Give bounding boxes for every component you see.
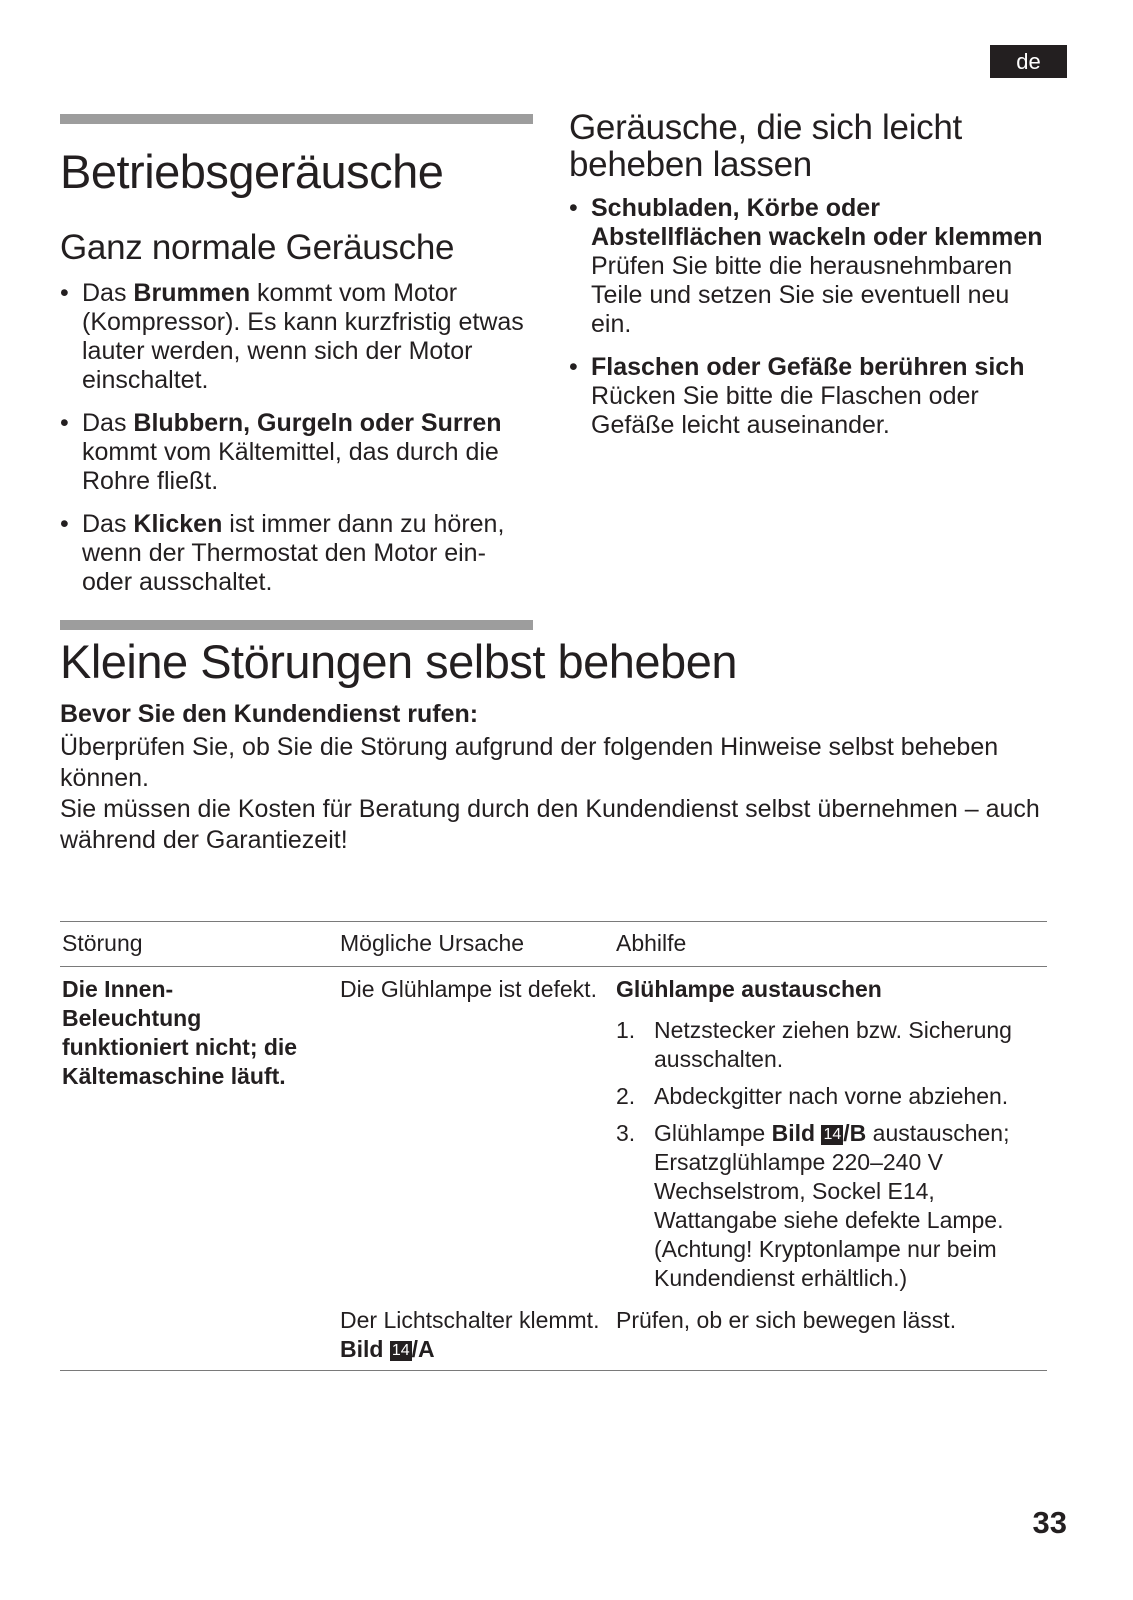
step-number: 3. — [616, 1120, 636, 1146]
lead-bold: Bevor Sie den Kundendienst rufen: — [60, 700, 479, 728]
section-divider — [60, 114, 533, 124]
figure-ref: Bild — [771, 1120, 816, 1146]
language-badge: de — [990, 45, 1067, 78]
table-header-stoerung: Störung — [62, 930, 143, 956]
text: Das — [82, 510, 134, 538]
list-item — [60, 409, 532, 496]
fixable-noise-list — [569, 194, 1049, 440]
bold-text: Brummen — [133, 279, 251, 307]
table-rule-bottom — [60, 1370, 1047, 1371]
bold-text: • Flaschen oder Gefäße berühren sich — [591, 353, 1025, 381]
step-text: Abdeckgitter nach vorne abziehen. — [654, 1083, 1009, 1109]
step-text: Netzstecker ziehen bzw. Sicherung ausschalten. — [654, 1017, 1012, 1072]
remedy-title: Glühlampe austauschen — [616, 976, 882, 1002]
table-cell-remedy: Prüfen, ob er sich bewegen lässt. — [616, 1307, 957, 1333]
text: kommt vom Kältemittel, das durch die Rohre fließt. — [82, 438, 499, 495]
section-title-betriebsgeraeusche: Betriebsgeräusche — [60, 145, 444, 198]
text: Das — [82, 409, 134, 437]
page-number: 33 — [1032, 1505, 1067, 1540]
subsection-title-normale-geraeusche: Ganz normale Geräusche — [60, 228, 455, 267]
bold-text: Klicken — [133, 510, 223, 538]
bold-text: Blubbern, Gurgeln oder Surren — [133, 409, 502, 437]
step-text: austauschen; Ersatzglühlampe 220–240 V Wechselstrom, Sockel E14, Wattangabe siehe defekte Lampe. (Achtung! Kryptonlampe nur beim Kundendienst erhältlich.) — [654, 1120, 1010, 1291]
list-item — [569, 353, 1049, 440]
table-header-ursache: Mögliche Ursache — [340, 930, 525, 956]
table-cell-cause: Die Glühlampe ist defekt. — [340, 976, 597, 1002]
figure-ref: Bild — [340, 1336, 384, 1362]
figure-ref-letter: /A — [411, 1336, 435, 1362]
table-cell-remedy — [616, 975, 1036, 1293]
normal-noise-list — [60, 279, 532, 597]
table-cell-cause — [340, 1306, 600, 1364]
table-rule-top — [60, 921, 1047, 922]
list-item — [60, 279, 532, 395]
table-rule-header — [60, 966, 1047, 967]
list-item — [569, 194, 1049, 339]
cause-text: Der Lichtschalter klemmt. — [340, 1307, 600, 1333]
figure-number-badge: 14 — [823, 1126, 842, 1143]
text: ist immer dann zu hören, wenn der Thermostat den Motor ein- oder ausschaltet. — [82, 510, 505, 596]
intro-text — [60, 700, 1060, 856]
text: Das — [82, 279, 134, 307]
text: kommt vom Motor (Kompressor). Es kann kurzfristig etwas lauter werden, wenn sich der Motor einschaltet. — [82, 279, 524, 394]
table-header-abhilfe: Abhilfe — [616, 930, 687, 956]
remedy-step — [616, 1016, 1036, 1074]
bold-text: • Schubladen, Körbe oder Abstellflächen wackeln oder klemmen — [591, 194, 1043, 251]
section-title-stoerungen: Kleine Störungen selbst beheben — [60, 635, 737, 688]
step-number: 2. — [616, 1083, 636, 1109]
figure-ref-letter: /B — [843, 1120, 867, 1146]
remedy-step — [616, 1119, 1036, 1293]
figure-number-badge: 14 — [391, 1342, 410, 1359]
remedy-step — [616, 1082, 1036, 1111]
section-title-leicht-beheben: Geräusche, die sich leicht beheben lassen — [569, 108, 962, 184]
paragraph: Sie müssen die Kosten für Beratung durch den Kundendienst selbst übernehmen – auch während der Garantiezeit! — [60, 795, 1040, 854]
step-number: 1. — [616, 1017, 636, 1043]
list-item — [60, 510, 532, 597]
step-text: Glühlampe — [654, 1120, 772, 1146]
table-cell-fault: Die Innen-Beleuchtung funktioniert nicht; die Kältemaschine läuft. — [62, 976, 298, 1089]
text: Prüfen Sie bitte die herausnehmbaren Teile und setzen Sie sie eventuell neu ein. — [591, 252, 1013, 338]
paragraph: Überprüfen Sie, ob Sie die Störung aufgrund der folgenden Hinweise selbst beheben können. — [60, 733, 999, 792]
text: Rücken Sie bitte die Flaschen oder Gefäße leicht auseinander. — [591, 382, 979, 439]
section-divider — [60, 620, 533, 630]
